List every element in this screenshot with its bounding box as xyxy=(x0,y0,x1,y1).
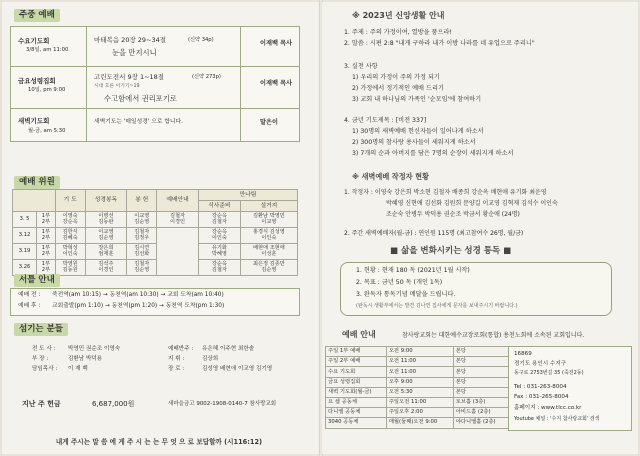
table-row: 주일 2부 예배 오전 11:00 본당 xyxy=(326,357,510,367)
friday-text: 고린도전서 9장 1~18절 xyxy=(94,73,165,81)
notice-line: 3) 교회 내 하나님의 가족인 '순모임'에 참여하기 xyxy=(352,96,482,103)
notice-line: 3) 7개의 순과 아버지를 담은 7명의 순장이 세워지게 하소서 xyxy=(352,150,514,157)
staff-label: 지 휘 : xyxy=(168,356,185,362)
schedule-table xyxy=(325,346,510,429)
staff-value: 김성영 배현애 이교영 김기영 xyxy=(202,366,273,372)
divider xyxy=(10,108,300,109)
church-addr1: 경기도 용인시 수지구 xyxy=(514,361,567,367)
header-meal: 식사준비 xyxy=(198,201,240,212)
church-zip: 16869 xyxy=(514,351,532,357)
offering-amount: 6,687,000원 xyxy=(92,400,135,408)
table-row: 새벽 기도회(월-금) 오전 5:30 본당 xyxy=(326,387,510,397)
reading-title: ■ 삶을 변화시키는 성경 통독 ■ xyxy=(390,246,512,256)
friday-ref: (신약 273p) xyxy=(192,74,221,80)
notice-line: 2. 말씀 : 시편 2:8 "내게 구하라 내가 이방 나라를 네 유업으로 주리니" xyxy=(344,40,535,47)
table-row: 3.19 1부 2부 박혁성 이인숙 장은희 엄재훈 김시연 김선화 유기화 박혜영 배현애 조현애 이성훈 xyxy=(13,244,298,260)
status-line: 1. 작정자 : 이영숙 강은희 박소현 김철자 배종희 강순옥 배현애 유기화 최운영 xyxy=(344,189,547,196)
friday-hymn: 시대 흐른 이기기~19 xyxy=(94,84,140,89)
dawn-date: 월-금, am 5:30 xyxy=(28,128,66,134)
divider xyxy=(86,26,87,142)
friday-preacher: 이재백 목사 xyxy=(260,80,293,87)
staff-value: 김상희 xyxy=(202,356,219,362)
status-line: 박혜영 신현애 김선화 김원희 문양길 이교영 김혁재 김석수 이인숙 xyxy=(386,200,558,207)
table-row: 금요 성령집회 오후 9:00 본당 xyxy=(326,377,510,387)
notice-line: 4. 금년 기도제목 : [비전 337] xyxy=(344,117,427,124)
table-row: 수요 기도회 오전 11:00 본당 xyxy=(326,367,510,377)
header-reading: 성경봉독 xyxy=(85,190,127,212)
reading-line: 2. 목표 : 금년 50 독 (개인 1독) xyxy=(356,279,443,286)
status-line: 2. 주간 새벽예배자(월-금) : 연인원 115명 (최고참여수 26명, 월/금) xyxy=(344,230,524,237)
table-row: 다니엘 공동체 주일오후 2:00 아비드홀 (2층) xyxy=(326,408,510,418)
wed-date: 3/8일, am 11:00 xyxy=(26,47,69,53)
staff-value: 이 재 백 xyxy=(68,366,88,372)
staff-label: 전 도 사 : xyxy=(32,346,56,352)
wed-preacher: 이재백 목사 xyxy=(260,40,293,47)
staff-value: 박영민 권순조 이영숙 xyxy=(68,346,121,352)
status-title: ※ 새벽예배 작정자 현황 xyxy=(352,172,429,181)
header-manna: 만나팀 xyxy=(198,190,297,201)
status-line: 조순숙 안병두 박덕용 권순조 박금서 황순애 (24명) xyxy=(386,211,520,218)
notice-line: 1) 우리의 가정이 주의 가정 되기 xyxy=(352,74,440,81)
bank-account: 새마을금고 9002-1908-0140-7 참사랑교회 xyxy=(168,401,277,407)
table-row: 3.26 1부 2부 박영원 김동원 김석주 이경인 김철자 김순영 강순옥 김철자 최은정 김종만 김순영 xyxy=(13,260,298,276)
notice-title: ※ 2023년 신앙생활 안내 xyxy=(352,11,445,20)
divider xyxy=(240,26,241,142)
table-row: 3. 5 1부 2부 이영숙 강순옥 이병선 김동완 이교영 김순영 김철자 이경인 강순옥 김철자 김환남 박영민 이교영 xyxy=(13,212,298,228)
schedule-title: 예배 안내 xyxy=(342,330,376,339)
shuttle-before-label: 예배 전 : xyxy=(18,292,41,298)
table-row: 요 셉 공동체 주일오전 11:00 토브홀 (3층) xyxy=(326,397,510,407)
section-title-staff: 섬기는 분들 xyxy=(14,323,68,336)
dawn-preacher: 말은이 xyxy=(260,119,278,126)
wed-ref: (신약 34p) xyxy=(188,37,214,43)
staff-label: 장 로 : xyxy=(168,366,185,372)
staff-label: 부 장 : xyxy=(32,356,49,362)
wed-name: 수요기도회 xyxy=(18,37,50,45)
reading-line: 1. 현황 : 현재 180 독 (2021년 1월 시작) xyxy=(356,267,470,274)
church-website[interactable]: 홈페이지 : www.tlcc.co.kr xyxy=(514,405,582,411)
wed-sub: 눈을 만지시니 xyxy=(112,48,157,57)
section-title-weekday-worship: 주중 예배 xyxy=(14,9,60,22)
church-youtube[interactable]: Youtube 채널 : '수지 참사랑교회' 검색 xyxy=(514,416,600,422)
offering-label: 지난 주 헌금 xyxy=(22,400,61,408)
section-title-duty: 예배 위원 xyxy=(14,176,60,189)
reading-line: 3. 완독자 통독기념 메달을 드립니다. xyxy=(356,291,456,298)
dawn-text: 새벽기도는 '매일성경' 으로 합니다. xyxy=(94,119,183,125)
notice-line: 3. 실천 사항 xyxy=(344,63,378,70)
schedule-note: 참사랑교회는 대한예수교장로회(통합) 용천노회에 소속된 교회입니다. xyxy=(402,332,585,339)
church-tel: Tel : 031-263-8004 xyxy=(514,384,567,390)
shuttle-before-text: 죽전역(am 10:15) → 동천역(am 10:30) → 교회 도착(am 10:40) xyxy=(52,292,224,298)
staff-label: 예배반주 : xyxy=(168,346,194,352)
table-row: 3.12 1부 2부 김한식 김혜숙 이교영 김순영 김철자 김정우 강순옥 이인숙 홍경식 김성영 이인숙 xyxy=(13,228,298,244)
notice-line: 2) 300명의 참사랑 용사들이 세워지게 하소서 xyxy=(352,139,476,146)
staff-value: 유은혜 이주현 최한솔 xyxy=(202,346,255,352)
church-addr2: 동구로 2753번길 35 (죽전2동) xyxy=(514,370,584,376)
shuttle-after-text: 교회출발(pm 1:10) → 동천역(pm 1:20) → 동천역 도착(pm 1:30) xyxy=(52,303,225,309)
shuttle-after-label: 예배 후 : xyxy=(18,303,41,309)
reading-note: (완독시 생활부에서는 발견 김나연 집사에게 문자를 보내주시기 바랍니다.) xyxy=(356,303,518,309)
footer-slogan: 내게 주시는 말 씀 에 게 주 시 는 는 무 엇 으 로 보답할까 (시116:12) xyxy=(55,438,263,446)
church-fax: Fax : 031-265-8004 xyxy=(514,394,569,400)
table-row: 주일 1부 예배 오전 9:00 본당 xyxy=(326,347,510,357)
duty-table xyxy=(12,189,298,276)
header-dishes: 설거지 xyxy=(240,201,297,212)
notice-line: 1. 주제 : 주의 가정이여, 열방을 품으라! xyxy=(344,29,452,36)
wed-text: 마태복음 20장 29~34절 xyxy=(94,36,167,44)
staff-value: 김환남 박덕용 xyxy=(68,356,103,362)
notice-line: 1) 30명의 새벽예배 헌신자들이 일어나게 하소서 xyxy=(352,128,484,135)
dawn-name: 새벽기도회 xyxy=(18,117,50,125)
header-offering: 봉 헌 xyxy=(127,190,157,212)
friday-date: 10일, pm 9:00 xyxy=(28,87,66,93)
header-guide: 예배안내 xyxy=(157,190,199,212)
section-title-shuttle: 서틀 안내 xyxy=(14,274,60,287)
header-prayer: 기 도 xyxy=(55,190,85,212)
notice-line: 2) 가정에서 정기적인 예배 드리기 xyxy=(352,85,444,92)
table-row: 3040 공동체 매월(둘째)오전 9:00 야다니엘홀 (2층) xyxy=(326,418,510,428)
staff-label: 담임목사 : xyxy=(32,366,58,372)
friday-name: 금요성령집회 xyxy=(18,77,56,85)
divider xyxy=(10,66,300,67)
friday-sub: 수고함에서 권리포기로 xyxy=(104,94,177,103)
